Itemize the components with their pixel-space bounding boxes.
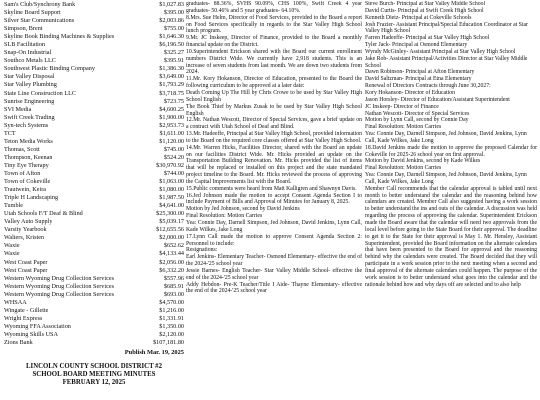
ledger-row xyxy=(4,331,184,339)
ledger-row xyxy=(4,323,184,331)
ledger-row xyxy=(4,194,184,202)
vendor-name: Star Valley Disposal xyxy=(4,73,55,81)
minutes-paragraph: 17.Lynn Call made the motion to approve Consent Agenda Section 2: Personnel to include: xyxy=(186,233,362,247)
ledger-row xyxy=(4,106,184,114)
vendor-name: TCT xyxy=(4,129,16,137)
minutes-paragraph: 12.Mr. Nathan Wescott, Director of Special Services, gave a brief update on a contract with Utah School of Deaf and Blind. xyxy=(186,117,362,131)
vendor-name: Southwest Plastic Binding Company xyxy=(4,65,95,73)
minutes-line: David Curtis- Principal at Swift Creek High School xyxy=(365,7,484,14)
minutes-line: Farren Hadeeffe- Principal at Star Valley High School xyxy=(365,35,490,42)
vendor-amount: $325.27 xyxy=(163,49,184,57)
vendor-name: Silver Star Communications xyxy=(4,17,75,25)
ledger-row xyxy=(4,41,184,49)
ledger-row xyxy=(4,114,184,122)
minutes-column-right xyxy=(365,1,537,399)
ledger-row xyxy=(4,339,184,347)
ledger-row xyxy=(4,170,184,178)
vendor-name: Western Wyoming Drug Collection Services xyxy=(4,282,115,290)
minutes-paragraph: 10.Superintendent Erickson shared with the Board our current enrollment numbers District Wide. We currently have 2,918 students. This is an increase of seven students from last month. We are down two students from 2024. xyxy=(186,48,362,76)
vendor-amount: $745.00 xyxy=(163,145,184,153)
meeting-date: FEBRUARY 12, 2025 xyxy=(62,379,126,387)
minutes-line: Yea: Connie Day, Darnell Simpson, Jed Johnson, David Jenkins, Lynn Call, Kade Wilkes, Jake Long xyxy=(365,172,527,185)
ledger-row xyxy=(4,65,184,73)
ledger-row xyxy=(4,242,184,250)
minutes-line: Steve Burch- Principal at Star Valley Middle School xyxy=(365,1,486,7)
vendor-amount: $6,196.50 xyxy=(159,41,184,49)
vendor-amount: $4,133.44 xyxy=(159,250,184,258)
minutes-paragraph: Death Coming Up The Hill by Chris Crowe to be used by Star Valley High School English xyxy=(186,89,362,103)
minutes-line: Final Resolution: Motion Carries xyxy=(365,165,442,172)
minutes-paragraph: 9.Mr. JC Inskeep, Director of Finance, provided to the Board a monthly financial update on the District. xyxy=(186,35,362,49)
vendor-amount: $652.62 xyxy=(163,242,184,250)
ledger-row xyxy=(4,250,184,258)
minutes-line: Kory Hokanson- Director of Education xyxy=(365,89,456,96)
vendor-amount: $3,718.75 xyxy=(159,89,184,97)
ledger-row xyxy=(4,154,184,162)
ledger-row xyxy=(4,307,184,315)
vendor-name: Tumble xyxy=(4,202,24,210)
vendor-name: Waxie xyxy=(4,242,20,250)
minutes-line: Jake Rob- Assistant Principal/Activities Director at Star Valley Middle School xyxy=(365,55,528,69)
minutes-line: David Saltzman- Principal at Etna Elementary xyxy=(365,76,472,83)
minutes-paragraph: Final Resolution: Motion Carries xyxy=(186,213,263,220)
vendor-amount: $6,332.20 xyxy=(159,266,184,274)
minutes-paragraph: Addy Hebdon- Pre-K Teacher/Title I Aide- Thayne Elementary- effective the end of the 2024-'25 school year xyxy=(186,281,362,295)
ledger-row xyxy=(4,267,184,275)
ledger-row xyxy=(4,218,184,226)
minutes-paragraph: Resignations: xyxy=(186,247,218,254)
ledger-row xyxy=(4,146,184,154)
vendor-name: Western Wyoming Drug Collection Services xyxy=(4,274,115,282)
minutes-paragraph: 15.Public comments were heard from Matt Kalligren and Shawnyn Davis. xyxy=(186,185,357,192)
ledger-row xyxy=(4,33,184,41)
vendor-name: Thomas, Scott xyxy=(4,145,40,153)
ledger-row xyxy=(4,130,184,138)
vendor-amount: $4,600.25 xyxy=(159,105,184,113)
ledger-list xyxy=(4,1,184,347)
vendor-name: Valley Auto Supply xyxy=(4,218,53,226)
vendor-name: Utah Schools F/T Deaf & Blind xyxy=(4,210,83,218)
minutes-line: Member Call recommends that the calendar approval is tabled until next month to better understand the calendar and the reasoning behind how calendars are created. Member Call also suggested having a work session to better understand the ins and outs of the calendar. A discussion was held regarding the process of approving the calendar. Superintendent Erickson made the Board aware that the calendar will need two approvals from the local level before going to the State Board for their approval. The deadline to get it to the State for their approval is May 1. Mr. Hensley, Assistant Superintendent, provided the Board information on the alternate calendars that have been presented to the Board for approval and the reasoning behind why the calendars were created. The Board decided that they will participate in a work session prior to the next meeting when a second and final approval of the alternate calendars could happen. The purpose of the work session is to better understand what goes into the calendar and the rationale behind how and why days off are selected and to also help xyxy=(365,185,537,288)
minutes-line: Dawn Robinson- Principal at Afton Elementary xyxy=(365,69,475,76)
ledger-row xyxy=(4,122,184,130)
vendor-amount: $1,900.00 xyxy=(159,113,184,121)
vendor-name: Wyoming FFA Association xyxy=(4,322,71,330)
vendor-name: WHSAA xyxy=(4,298,27,306)
vendor-name: Wingate - Gillette xyxy=(4,306,49,314)
vendor-name: Swift Creek Trading xyxy=(4,113,55,121)
vendor-name: Waxie xyxy=(4,250,20,258)
vendor-amount: $2,120.00 xyxy=(159,330,184,338)
ledger-row xyxy=(4,73,184,81)
vendor-amount: $3,649.00 xyxy=(159,73,184,81)
vendor-name: Skyline Board Support xyxy=(4,9,61,17)
ledger-column xyxy=(4,1,184,399)
minutes-line: Tyler Jack- Principal at Osmond Elementary xyxy=(365,42,468,49)
vendor-name: West Coast Paper xyxy=(4,258,48,266)
vendor-name: Thompson, Keenan xyxy=(4,153,53,161)
vendor-name: Zions Bank xyxy=(4,338,33,346)
ledger-row xyxy=(4,226,184,234)
vendor-amount: $744.00 xyxy=(163,169,184,177)
vendor-name: Triple H Landscaping xyxy=(4,194,59,202)
ledger-row xyxy=(4,315,184,323)
vendor-name: Varsity Yearbook xyxy=(4,226,47,234)
vendor-amount: $1,331.91 xyxy=(159,314,184,322)
ledger-row xyxy=(4,234,184,242)
minutes-line: Jason Horsley- Director of Education/Assistant Superintendent xyxy=(365,96,510,103)
minutes-line: Motion by Lynn Call, second by Connie Day xyxy=(365,117,469,124)
publish-date: Publish Mar. 19, 2025 xyxy=(124,349,184,357)
vendor-name: Skyline Book Binding Machines & Supplies xyxy=(4,33,115,41)
minutes-line: Yea: Connie Day, Darnell Simpson, Jed Johnson, David Jenkins, Lynn Call, Kade Wilkes, Jake Long xyxy=(365,131,527,144)
ledger-row xyxy=(4,202,184,210)
minutes-line: Renewal of Directors Contracts through June 30,2027: xyxy=(365,83,491,90)
ledger-row xyxy=(4,210,184,218)
minutes-line: Nathan Wescott- Director of Special Services xyxy=(365,110,470,117)
minutes-line: Final Resolution: Motion Carries xyxy=(365,124,442,131)
vendor-name: Star Valley Plumbing xyxy=(4,81,57,89)
vendor-name: Simpson, Brent xyxy=(4,25,43,33)
vendor-amount: $395.00 xyxy=(163,9,184,17)
vendor-amount: $2,000.00 xyxy=(159,234,184,242)
minutes-paragraph: Jessie Barnes- English Teacher- Star Valley Middle School- effective the end of the 2024-'25 school year xyxy=(186,267,362,281)
ledger-row xyxy=(4,259,184,267)
vendor-amount: $1,120.00 xyxy=(159,137,184,145)
vendor-name: SVI Media xyxy=(4,105,32,113)
vendor-amount: $12,655.56 xyxy=(156,226,184,234)
vendor-name: State Line Construction LLC xyxy=(4,89,77,97)
ledger-row xyxy=(4,25,184,33)
district-name: LINCOLN COUNTY SCHOOL DISTRICT #2 xyxy=(26,363,162,371)
vendor-amount: $755.00 xyxy=(163,25,184,33)
ledger-row xyxy=(4,186,184,194)
vendor-amount: $25,300.00 xyxy=(156,210,184,218)
minutes-heading xyxy=(4,363,184,387)
minutes-line: Motion by David Jenkins, second by Kade Wilkes xyxy=(365,158,481,165)
vendor-amount: $4,570.00 xyxy=(159,298,184,306)
minutes-line: JC Inskeep- Director of Finance xyxy=(365,103,439,110)
vendor-amount: $1,793.29 xyxy=(159,81,184,89)
vendor-name: Sam's Club/Synchrony Bank xyxy=(4,1,76,8)
vendor-amount: $2,056.00 xyxy=(159,258,184,266)
minutes-paragraph: The Book Thief by Markus Zusak to be used by Star Valley High School English xyxy=(186,103,362,117)
vendor-amount: $524.20 xyxy=(163,153,184,161)
vendor-name: SLB Facilitation xyxy=(4,41,46,49)
ledger-row xyxy=(4,81,184,89)
vendor-name: Snap-On Industrial xyxy=(4,49,52,57)
ledger-row xyxy=(4,283,184,291)
minutes-line: Josh Frazier- Assistant Principal/Special Education Coordinator at Star Valley High School xyxy=(365,21,528,35)
vendor-amount: $1,646.30 xyxy=(159,33,184,41)
ledger-row xyxy=(4,138,184,146)
vendor-name: Western Wyoming Drug Collection Services xyxy=(4,290,115,298)
vendor-amount: $4,641.00 xyxy=(159,202,184,210)
ledger-row xyxy=(4,49,184,57)
minutes-paragraph: Earl Jenkins- Elementary Teacher- Osmond Elementary- effective the end of the 2024-'25 school year xyxy=(186,254,362,268)
vendor-name: Teton Media Works xyxy=(4,137,53,145)
ledger-row xyxy=(4,1,184,9)
ledger-row xyxy=(4,299,184,307)
vendor-amount: $693.00 xyxy=(163,290,184,298)
vendor-name: Trautwein, Keira xyxy=(4,186,47,194)
minutes-paragraph: 14.Mr. Warren Hicks, Facilities Director, shared with the Board an update on our facilities District Wide. Mr. Hicks provided an update on the Transportation Building Renovation. Mr. Hicks provided the list of items that will be replaced or installed on this project and the state mandated project timeline to the Board. Mr. Hicks reviewed the process of approving the Capital Improvements list with the Board. xyxy=(186,144,362,185)
ledger-row xyxy=(4,178,184,186)
vendor-name: Wright Express xyxy=(4,314,43,322)
minutes-column-middle xyxy=(186,1,362,399)
vendor-name: Walters, Kristen xyxy=(4,234,45,242)
vendor-amount: $107,181.80 xyxy=(153,338,184,346)
ledger-row xyxy=(4,275,184,283)
vendor-amount: $1,080.00 xyxy=(159,186,184,194)
meeting-title: SCHOOL BOARD MEETING MINUTES xyxy=(32,371,156,379)
minutes-paragraph: 13.Mr. Hadeeffe, Principal at Star Valley High School, provided information to the Board on the required core classes offered at Star Valley High School. xyxy=(186,131,362,144)
vendor-amount: $5,039.17 xyxy=(159,218,184,226)
vendor-amount: $395.91 xyxy=(163,57,184,65)
vendor-name: Sunrise Engineering xyxy=(4,97,55,105)
vendor-name: Southco Metals LLC xyxy=(4,57,56,65)
vendor-amount: $2,953.73 xyxy=(159,121,184,129)
vendor-amount: $1,063.00 xyxy=(159,178,184,186)
ledger-row xyxy=(4,291,184,299)
vendor-amount: $557.96 xyxy=(163,274,184,282)
vendor-amount: $1,350.00 xyxy=(159,322,184,330)
minutes-line: Wyndy McGinley- Assistant Principal at Star Valley High School xyxy=(365,48,516,55)
minutes-line: 18.David Jenkins made the motion to approve the proposed Calendar for Cokeville for 2025-26 school year on first approval. xyxy=(365,144,537,158)
minutes-paragraph: 11.Mr. Kory Hokanson, Director of Education, presented to the Board the following curriculum to be approved at a later date: xyxy=(186,76,362,90)
minutes-paragraph: Motion by Jed Johnson, second by David Jenkins xyxy=(186,206,300,213)
vendor-amount: $1,027.83 xyxy=(159,1,184,8)
vendor-amount: $723.75 xyxy=(163,97,184,105)
vendor-amount: $30,970.92 xyxy=(156,161,184,169)
minutes-paragraph: Yea: Connie Day, Darnell Simpson, Jed Johnson, David Jenkins, Lynn Call, Kade Wilkes, Jake Long xyxy=(186,220,362,233)
vendor-amount: $1,611.00 xyxy=(159,129,184,137)
vendor-name: Syn-tech Systems xyxy=(4,121,49,129)
vendor-name: Wyoming Skills USA xyxy=(4,330,58,338)
vendor-name: Tiny Eye Therapy xyxy=(4,161,49,169)
ledger-row xyxy=(4,57,184,65)
ledger-row xyxy=(4,162,184,170)
ledger-row xyxy=(4,90,184,98)
vendor-amount: $685.91 xyxy=(163,282,184,290)
ledger-row xyxy=(4,98,184,106)
minutes-paragraph: 16.Jed Johnson made the motion to accept Consent Agenda Section I to include Payment of Bills and Approval of Minutes for January 8, 2025. xyxy=(186,192,362,206)
ledger-row xyxy=(4,9,184,17)
vendor-name: Town of Cokeville xyxy=(4,178,51,186)
vendor-amount: $2,003.86 xyxy=(159,17,184,25)
minutes-paragraph: 8.Mrs. Sue Helm, Director of Food Services, provided to the Board a report on Food Services specifically in regards to the Star Valley High School lunch program. xyxy=(186,14,362,35)
vendor-amount: $1,386.30 xyxy=(159,65,184,73)
minutes-line: Kenneth Dietz- Principal at Cokeville Schools xyxy=(365,14,472,21)
vendor-name: Town of Afton xyxy=(4,169,41,177)
vendor-amount: $1,987.50 xyxy=(159,194,184,202)
vendor-name: West Coast Paper xyxy=(4,266,48,274)
vendor-amount: $1,216.00 xyxy=(159,306,184,314)
ledger-row xyxy=(4,17,184,25)
minutes-paragraph: graduates- 88.36%, SVHS 90.09%, CHS 100%, Swift Creek 4 year graduates- 50.46% and 5 year graduates- 64.10%. xyxy=(186,1,362,14)
